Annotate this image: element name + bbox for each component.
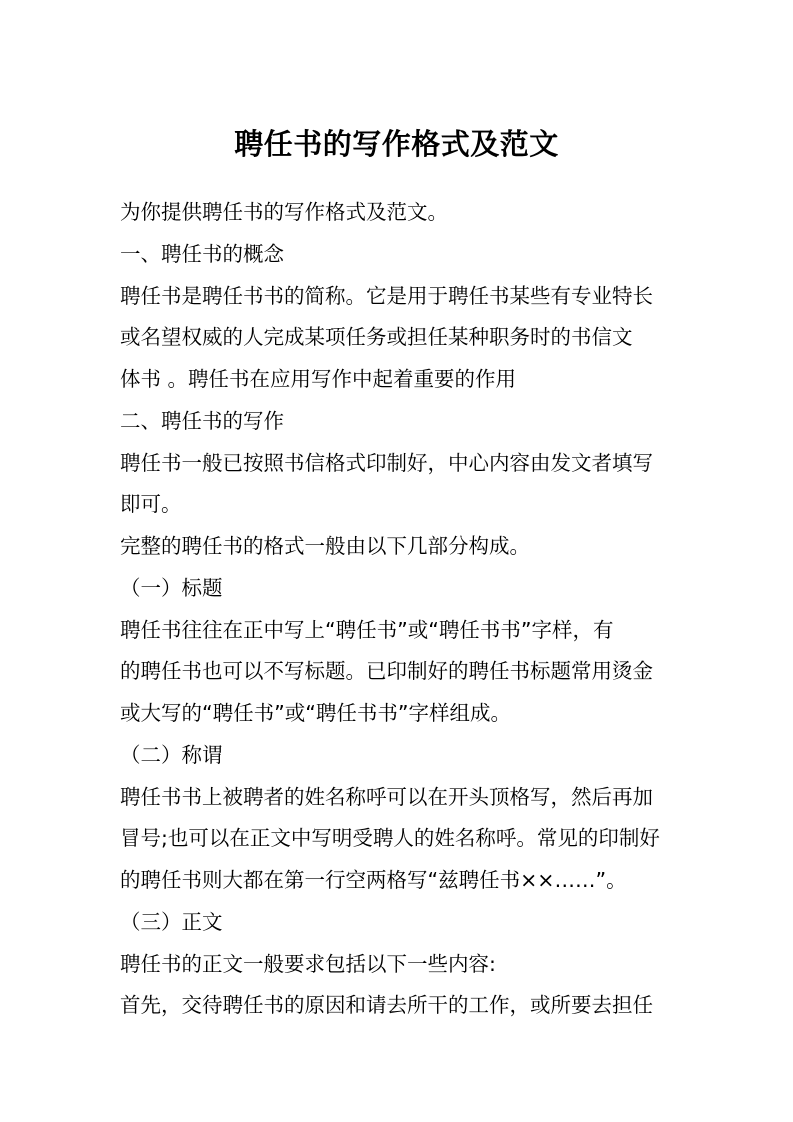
- paragraph-line: 冒号;也可以在正文中写明受聘人的姓名称呼。常见的印制好: [120, 826, 660, 851]
- paragraph-line: 或名望权威的人完成某项任务或担任某种职务时的书信文: [120, 325, 633, 350]
- section-heading-writing: 二、聘任书的写作: [120, 408, 284, 433]
- subheading-salutation: （二）称谓: [120, 742, 223, 767]
- paragraph-line: 聘任书的正文一般要求包括以下一些内容:: [120, 951, 496, 976]
- paragraph-line: 或大写的“聘任书”或“聘任书书”字样组成。: [120, 701, 511, 725]
- paragraph-line: 首先，交待聘任书的原因和请去所干的工作，或所要去担任: [120, 993, 653, 1018]
- paragraph-line: 聘任书往往在正中写上“聘任书”或“聘任书书”字样，有: [120, 617, 614, 642]
- paragraph-line: 聘任书是聘任书书的简称。它是用于聘任书某些有专业特长: [120, 283, 653, 308]
- subheading-body: （三）正文: [120, 909, 223, 934]
- paragraph-line: 完整的聘任书的格式一般由以下几部分构成。: [120, 534, 530, 558]
- page-title: 聘任书的写作格式及范文: [234, 127, 559, 161]
- intro-paragraph: 为你提供聘任书的写作格式及范文。: [120, 200, 448, 224]
- paragraph-line: 聘任书一般已按照书信格式印制好，中心内容由发文者填写: [120, 450, 653, 475]
- document-body: [120, 192, 680, 1027]
- paragraph-line: 聘任书书上被聘者的姓名称呼可以在开头顶格写，然后再加: [120, 784, 653, 809]
- subheading-title: （一）标题: [120, 575, 223, 600]
- paragraph-line: 体书 。聘任书在应用写作中起着重要的作用: [120, 367, 517, 391]
- paragraph-line: 即可。: [120, 492, 182, 517]
- section-heading-concept: 一、聘任书的概念: [120, 241, 284, 266]
- paragraph-line: 的聘任书也可以不写标题。已印制好的聘任书标题常用烫金: [120, 659, 653, 684]
- paragraph-line: 的聘任书则大都在第一行空两格写“兹聘任书××……”。: [120, 868, 627, 892]
